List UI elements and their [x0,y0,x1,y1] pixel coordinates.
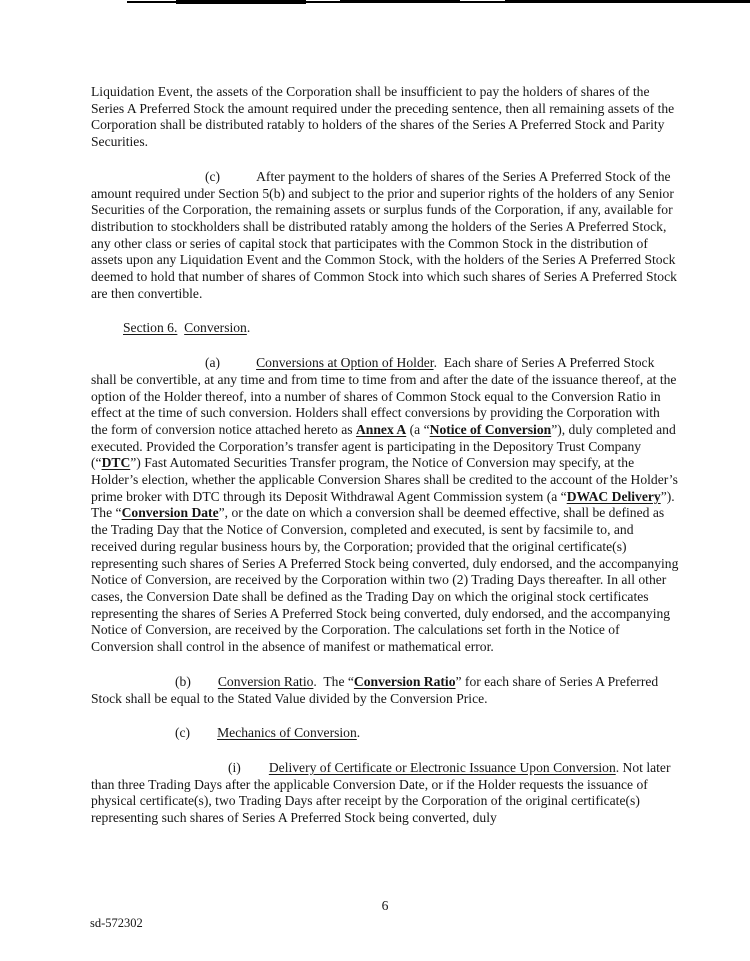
text-segment: After payment to the holders of shares of the Series A Preferred Stock of the amount required under Section 5(b) and subject to the prior and superior rights of the holders of any Senior Securities of the Corporation, the remaining assets or surplus funds of the Corporation, if any, available for distribution to stockholders shall be distributed ratably among the holders of the Series A Preferred Stock, any other class or series of capital stock that participates with the Common Stock in the distribution of assets upon any Liquidation Event and the Common Stock, with the holders of the Series A Preferred Stock deemed to hold that number of shares of Common Stock into which such shares of Series A Preferred Stock are then convertible. [91,168,677,301]
section-heading [91,320,679,337]
text-segment: (a “ [406,421,430,437]
text-segment: . Not later than three Trading Days after the applicable Conversion Date, or if the Holder requests the issuance of physical certificate(s), two Trading Days after receipt by the Corporation of the original certificate(s) representing such shares of Series A Preferred Stock being converted, duly [91,759,671,826]
text-segment: Section 6. [123,320,178,336]
text-segment: Liquidation Event, the assets of the Corporation shall be insufficient to pay the holders of shares of the Series A Preferred Stock the amount required under the preceding sentence, then all remaining assets of the Corporation shall be distributed ratably to holders of the shares of the Series A Preferred Stock and Parity Securities. [91,84,675,150]
text-segment: . The “ [313,673,354,689]
text-segment: . [246,320,251,336]
paragraph [91,760,679,827]
paragraph [91,169,679,303]
text-segment: ”) Fast Automated Securities Transfer program, the Notice of Conversion may specify, at the Holder’s election, whether the applicable Conversion Shares shall be credited to the account of the Holder’s prime broker with DTC through its Deposit Withdrawal Agent Commission system (a “ [91,455,678,504]
text-segment: Notice of Conversion [429,421,552,437]
text-segment: DWAC Delivery [566,488,661,504]
text-segment: Delivery of Certificate or Electronic Issuance Upon Conversion [268,759,616,775]
scan-artifact-top-line [340,0,460,3]
paragraph-label: (c) [175,725,191,741]
text-segment: ”), duly completed and executed. Provided the Corporation’s transfer agent is participating in the Depository Trust Company (“ [91,421,676,471]
text-segment: Annex A [355,421,407,437]
scan-artifact-top-line [505,0,750,3]
text-segment: ” for each share of Series A Preferred Stock shall be equal to the Stated Value divided by the Conversion Price. [91,673,659,706]
text-segment: . Each share of Series A Preferred Stock shall be convertible, at any time and from time to time from and after the date of the issuance thereof, at the option of the Holder thereof, into a number of shares of Common Stock equal to the Conversion Ratio in effect at the time of such conversion. Holders shall effect conversions by providing the Corporation with the form of conversion notice attached hereto as [91,355,677,437]
page-number: 6 [381,898,389,913]
text-segment: Conversion Ratio [217,673,314,689]
document-body [91,84,679,827]
text-segment: Conversion [184,320,247,336]
paragraph [91,84,679,151]
text-segment: DTC [101,455,131,471]
text-segment: . [356,725,361,741]
paragraph-label: (c) [205,168,221,184]
paragraph [91,725,679,742]
paragraph [91,355,679,656]
footer-doc-id: sd-572302 [90,916,143,930]
text-segment: ”). The “ [91,488,675,521]
paragraph [91,674,679,707]
text-segment: Mechanics of Conversion [217,725,357,741]
paragraph-label: (i) [228,759,241,775]
text-segment: Conversion Ratio [353,673,456,689]
text-segment: Conversion Date [121,505,219,521]
text-segment: ”, or the date on which a conversion shall be deemed effective, shall be defined as the Trading Day that the Notice of Conversion, completed and executed, is sent by facsimile to, and received during regular business hours by, the Corporation; provided that the original certificate(s) representing such shares of Series A Preferred Stock being converted, duly endorsed, and the accompanying Notice of Conversion, are received by the Corporation within two (2) Trading Days thereafter. In all other cases, the Conversion Date shall be defined as the Trading Day on which the original stock certificates representing the shares of Series A Preferred Stock being converted, duly endorsed, and the accompanying Notice of Conversion, are received by the Corporation. The calculations set forth in the Notice of Conversion shall control in the absence of manifest or mathematical error. [91,505,679,655]
scan-artifact-top-line [176,0,306,4]
text-segment: Conversions at Option of Holder [256,355,434,371]
paragraph-label: (b) [175,673,191,689]
paragraph-label: (a) [205,355,221,371]
